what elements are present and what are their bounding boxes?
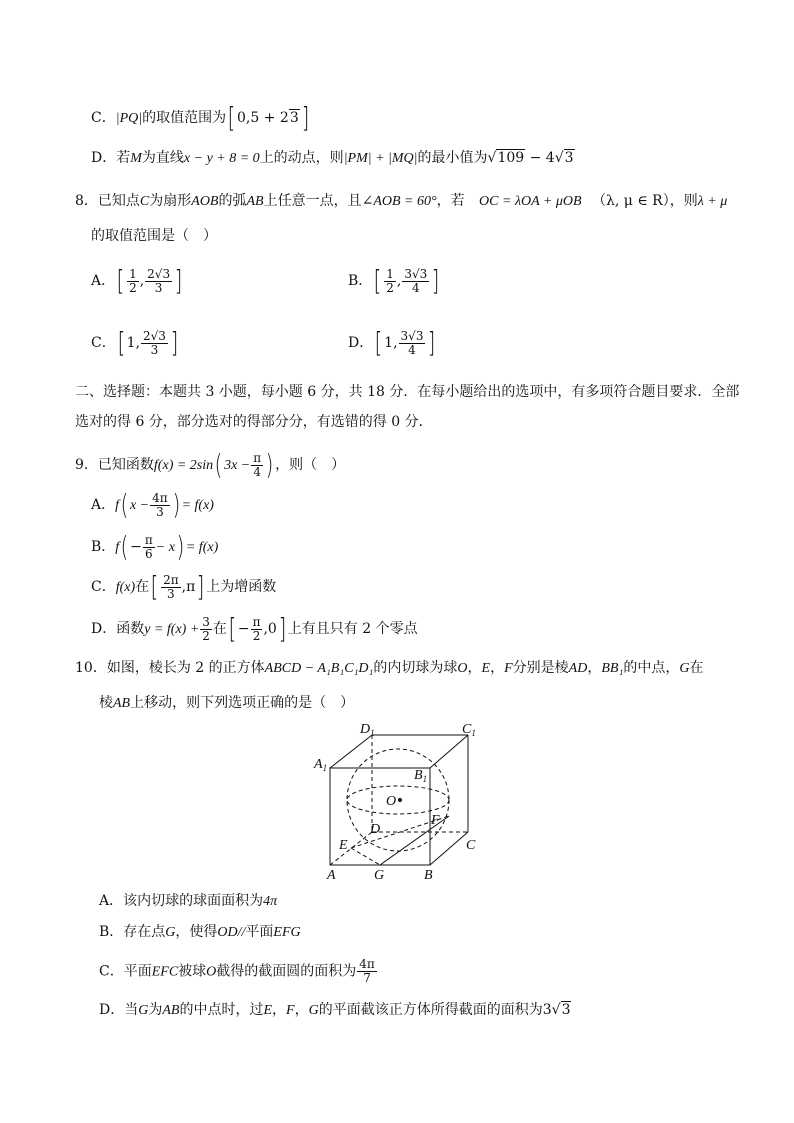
section-2-heading-line2: 选对的得 6 分，部分选对的得部分分，有选错的得 0 分． [75,414,433,430]
edge-a1-d1 [330,735,372,768]
label-a: A [327,868,336,883]
label-c1: $C_1$ [462,722,476,738]
q10-option-d: D．当G为AB的中点时，过E，F，G的平面截该正方体所得截面的面积为3√3 [99,1002,571,1018]
segment-e-g [351,848,380,865]
label-e: E [339,838,348,853]
label-f: F [431,813,440,828]
label-o: O [386,794,397,809]
q10-stem-line2: 棱AB上移动，则下列选项正确的是（ ） [99,695,355,711]
vector-equation: OC = λOA + μOB [479,194,582,209]
q9-option-a: A．f( x − $\frac{4\pi}{3}$ ) = f(x) [91,488,214,521]
q8-option-c: C．[ 1, $\frac{2√3}{3}$ ] [91,326,179,359]
label-b: B [424,868,433,883]
q9-option-d: D．函数y = f(x) + $\frac{3}{2}$ 在[ − $\frac{\pi}{2}$ ,0] 上有且只有 2 个零点 [91,612,418,645]
label-c: C [466,838,476,853]
q10-option-c: C．平面EFC被球O截得的截面圆的面积为 $\frac{4\pi}{7}$ [99,957,375,985]
q8-option-a: A．[ $\frac{1}{2}$ , $\frac{2√3}{3}$ ] [91,264,183,297]
q9-stem: 9．已知函数f(x) = 2sin( 3x − $\frac{\pi}{4}$ ) ，则（ ） [75,448,346,481]
q10-stem-line1: 10．如图，棱长为 2 的正方体ABCD − A₁B₁C₁D₁的内切球为球O，E，F分别是棱AD，BB₁的中点，G在 [75,660,704,676]
q8-option-d: D．[ 1, $\frac{3√3}{4}$ ] [348,326,436,359]
q9-option-b: B．f( − $\frac{\pi}{6}$ − x) = f(x) [91,530,219,563]
q10-option-a: A．该内切球的球面面积为4π [99,893,278,909]
label-d: D [370,822,381,837]
q9-option-c: C．f(x)在[ $\frac{2\pi}{3}$ ,π] 上为增函数 [91,570,277,603]
edge-b1-c1 [430,735,468,768]
cube-figure [300,715,500,885]
q8-option-b: B．[ $\frac{1}{2}$ , $\frac{3√3}{4}$ ] [348,264,440,297]
q8-stem-line1: 8．已知点C为扇形AOB的弧AB上任意一点，且∠AOB = 60°，若 OC = λOA + μOB （λ, μ ∈ R），则λ + μ [75,193,728,209]
label-a1: $A_1$ [314,757,328,773]
label-d1: $D_1$ [360,722,375,738]
q7-option-c: C．|PQ|的取值范围为[ 0,5 + 23] [91,101,310,134]
label-b1: $B_1$ [414,768,428,784]
q8-stem-line2: 的取值范围是（ ） [91,228,217,244]
label-g: G [374,868,385,883]
center-o [398,798,402,802]
q7-option-d: D．若M为直线x − y + 8 = 0上的动点，则|PM| + |MQ|的最小值为√109 − 4√3 [91,150,574,166]
edge-b-c [430,832,468,865]
section-2-heading: 二、选择题：本题共 3 小题，每小题 6 分，共 18 分．在每小题给出的选项中，有多项符合题目要求．全部 [75,384,740,400]
q10-option-b: B．存在点G，使得OD//平面EFG [99,924,301,940]
